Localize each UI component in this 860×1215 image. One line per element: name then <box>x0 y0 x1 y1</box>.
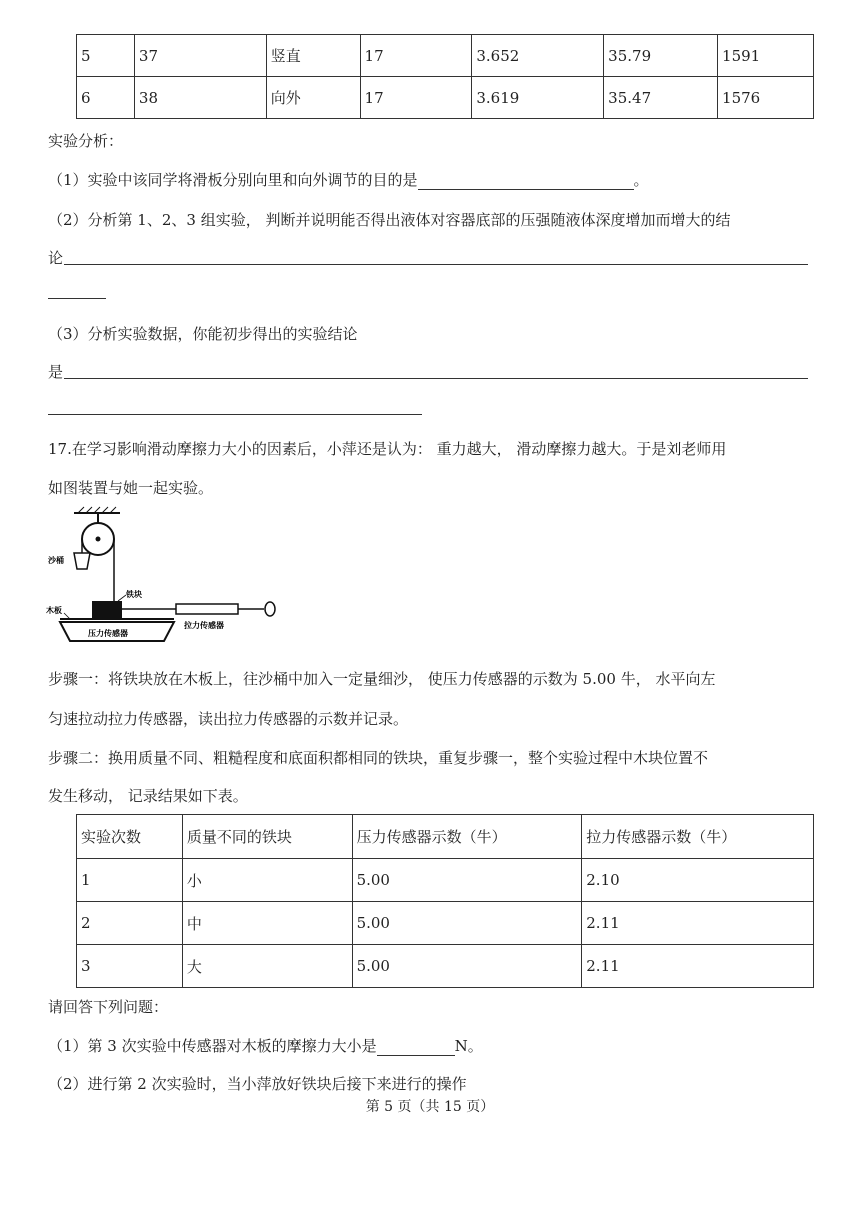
table-cell: 1591 <box>718 35 814 77</box>
top-data-table <box>76 34 814 119</box>
table-cell: 6 <box>77 77 135 119</box>
analysis-q3-line1: （3）分析实验数据，你能初步得出的实验结论 <box>48 325 358 343</box>
table-row <box>77 859 814 902</box>
q17-a2: （2）进行第 2 次实验时，当小萍放好铁块后接下来进行的操作 <box>48 1075 467 1093</box>
table-row <box>77 945 814 988</box>
analysis-heading: 实验分析： <box>48 132 124 150</box>
table-header-cell: 压力传感器示数（牛） <box>352 815 582 859</box>
tension-sensor-icon <box>176 604 238 614</box>
table-cell: 2.10 <box>582 859 814 902</box>
label-iron-block: 铁块 <box>126 590 142 599</box>
label-pressure-sensor: 压力传感器 <box>88 629 128 638</box>
step2-line2: 发生移动， 记录结果如下表。 <box>48 787 248 805</box>
analysis-q2-line1: （2）分析第 1、2、3 组实验， 判断并说明能否得出液体对容器底部的压强随液体深度增加而增大的结 <box>48 211 731 229</box>
q17-a1 <box>48 1036 483 1056</box>
table-header-cell: 实验次数 <box>77 815 183 859</box>
table-cell: 向外 <box>266 77 360 119</box>
results-table <box>76 814 814 988</box>
q17-line2: 如图装置与她一起实验。 <box>48 479 214 497</box>
table-cell: 1576 <box>718 77 814 119</box>
q1-answer-blank[interactable] <box>418 173 634 190</box>
table-row <box>77 77 814 119</box>
step1-line1: 步骤一：将铁块放在木板上，往沙桶中加入一定量细沙， 使压力传感器的示数为 5.00 牛， 水平向左 <box>48 670 716 688</box>
label-tension-sensor: 拉力传感器 <box>184 621 224 630</box>
q3-answer-line-2[interactable] <box>48 414 422 415</box>
analysis-q3-line2: 是 <box>48 363 64 381</box>
table-cell: 5.00 <box>352 902 582 945</box>
table-cell: 2.11 <box>582 902 814 945</box>
q1-end: 。 <box>633 171 649 189</box>
table-cell: 17 <box>360 35 472 77</box>
table-cell: 2 <box>77 902 183 945</box>
table-cell: 3.619 <box>472 77 604 119</box>
apparatus-diagram <box>46 505 282 653</box>
q2-answer-line-2[interactable] <box>48 298 106 299</box>
table-header-row <box>77 815 814 859</box>
table-row <box>77 902 814 945</box>
sand-bucket-icon <box>74 553 90 569</box>
table-cell: 37 <box>134 35 266 77</box>
table-cell: 1 <box>77 859 183 902</box>
table-cell: 35.79 <box>604 35 718 77</box>
a1-unit: N。 <box>454 1037 483 1055</box>
a1-answer-blank[interactable] <box>377 1039 455 1056</box>
q3-answer-line[interactable] <box>64 378 808 379</box>
label-sand-bucket: 沙桶 <box>48 556 64 565</box>
table-cell: 大 <box>182 945 352 988</box>
table-cell: 2.11 <box>582 945 814 988</box>
q1-text: （1）实验中该同学将滑板分别向里和向外调节的目的是 <box>48 171 418 189</box>
table-cell: 3 <box>77 945 183 988</box>
table-cell: 5 <box>77 35 135 77</box>
analysis-q2-line2: 论 <box>48 249 64 267</box>
table-header-cell: 质量不同的铁块 <box>182 815 352 859</box>
table-cell: 3.652 <box>472 35 604 77</box>
label-board: 木板 <box>46 606 62 615</box>
table-cell: 35.47 <box>604 77 718 119</box>
a1-text: （1）第 3 次实验中传感器对木板的摩擦力大小是 <box>48 1037 377 1055</box>
step1-line2: 匀速拉动拉力传感器，读出拉力传感器的示数并记录。 <box>48 710 409 728</box>
table-cell: 17 <box>360 77 472 119</box>
step2-line1: 步骤二：换用质量不同、粗糙程度和底面积都相同的铁块，重复步骤一，整个实验过程中木块位置不 <box>48 749 709 767</box>
table-cell: 竖直 <box>266 35 360 77</box>
table-cell: 中 <box>182 902 352 945</box>
analysis-q1 <box>48 170 649 190</box>
table-row <box>77 35 814 77</box>
iron-block-icon <box>92 601 122 619</box>
q17-line1: 17.在学习影响滑动摩擦力大小的因素后，小萍还是认为： 重力越大， 滑动摩擦力越大。于是刘老师用 <box>48 440 727 458</box>
page-footer: 第 5 页（共 15 页） <box>365 1099 495 1115</box>
prompt: 请回答下列问题： <box>48 998 169 1016</box>
table-cell: 小 <box>182 859 352 902</box>
q2-answer-line[interactable] <box>64 264 808 265</box>
table-header-cell: 拉力传感器示数（牛） <box>582 815 814 859</box>
table-cell: 5.00 <box>352 859 582 902</box>
table-cell: 38 <box>134 77 266 119</box>
table-cell: 5.00 <box>352 945 582 988</box>
